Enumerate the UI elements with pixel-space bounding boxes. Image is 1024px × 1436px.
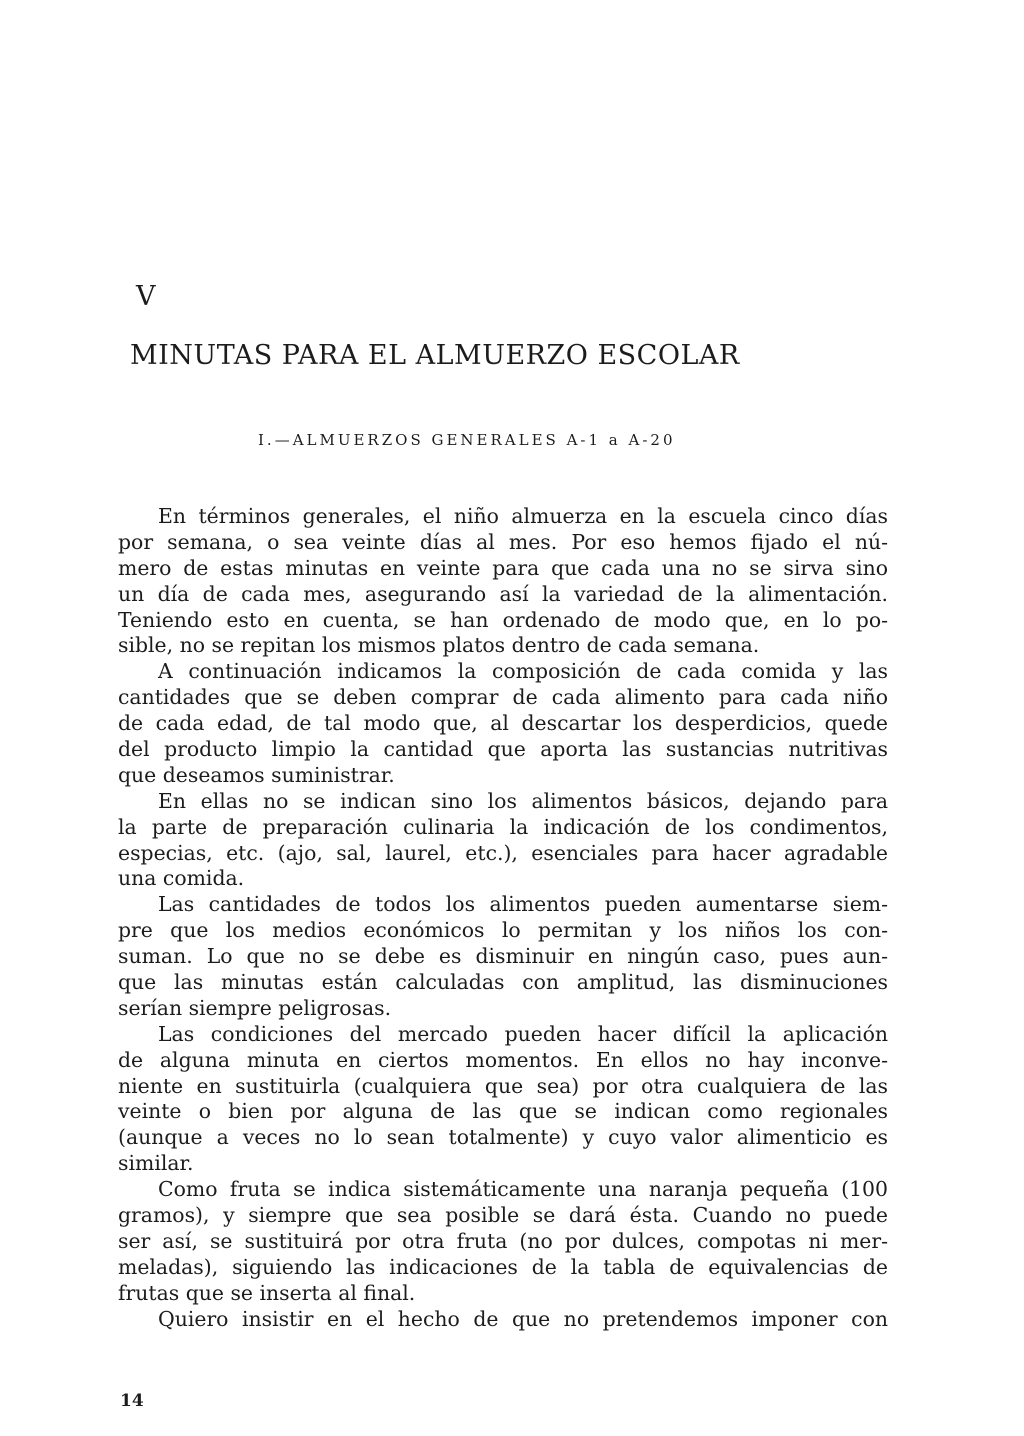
body-line: niente en sustituirla (cualquiera que sea) por otra cualquiera de las — [118, 1073, 888, 1098]
body-line: la parte de preparación culinaria la indicación de los condimentos, — [118, 814, 888, 839]
chapter-title: MINUTAS PARA EL ALMUERZO ESCOLAR — [130, 340, 740, 371]
body-line: de cada edad, de tal modo que, al descartar los desperdicios, quede — [118, 711, 888, 736]
body-line: sible, no se repitan los mismos platos dentro de cada semana. — [118, 633, 760, 658]
body-line: cantidades que se deben comprar de cada alimento para cada niño — [118, 685, 888, 710]
body-line: En términos generales, el niño almuerza en la escuela cinco días — [158, 504, 888, 528]
body-line: meladas), siguiendo las indicaciones de la tabla de equivalencias de — [118, 1254, 888, 1279]
body-line: Como fruta se indica sistemáticamente una naranja pequeña (100 — [158, 1177, 888, 1202]
section-heading: I.—ALMUERZOS GENERALES A-1 a A-20 — [258, 431, 676, 449]
chapter-number: V — [136, 281, 157, 312]
body-line: mero de estas minutas en veinte para que cada una no se sirva sino — [118, 555, 888, 580]
body-line: pre que los medios económicos lo permitan y los niños los con- — [118, 918, 888, 943]
body-line: Las condiciones del mercado pueden hacer difícil la aplicación — [158, 1021, 888, 1046]
body-line: especias, etc. (ajo, sal, laurel, etc.), esenciales para hacer agradable — [118, 840, 888, 865]
body-line: serían siempre peligrosas. — [118, 995, 392, 1020]
body-line: del producto limpio la cantidad que aporta las sustancias nutritivas — [118, 737, 888, 762]
body-line: ser así, se sustituirá por otra fruta (no por dulces, compotas ni mer- — [118, 1228, 888, 1253]
page-number: 14 — [120, 1391, 144, 1411]
body-line: frutas que se inserta al final. — [118, 1280, 416, 1305]
body-line: similar. — [118, 1151, 194, 1176]
body-line: que las minutas están calculadas con amplitud, las disminuciones — [118, 970, 888, 995]
body-text — [118, 504, 888, 1333]
body-line: que deseamos suministrar. — [118, 762, 395, 787]
body-line: A continuación indicamos la composición de cada comida y las — [158, 659, 888, 684]
body-line: veinte o bien por alguna de las que se indican como regionales — [118, 1099, 888, 1124]
body-line: una comida. — [118, 866, 245, 891]
body-line: (aunque a veces no lo sean totalmente) y cuyo valor alimenticio es — [118, 1125, 888, 1150]
body-line: gramos), y siempre que sea posible se dará ésta. Cuando no puede — [118, 1203, 888, 1228]
body-line: Las cantidades de todos los alimentos pueden aumentarse siem- — [158, 892, 888, 917]
body-line: Quiero insistir en el hecho de que no pretendemos imponer con — [158, 1306, 888, 1331]
body-line: por semana, o sea veinte días al mes. Por eso hemos fijado el nú- — [118, 529, 888, 554]
body-line: suman. Lo que no se debe es disminuir en ningún caso, pues aun- — [118, 944, 888, 969]
body-line: de alguna minuta en ciertos momentos. En ellos no hay inconve- — [118, 1047, 888, 1072]
body-line: En ellas no se indican sino los alimentos básicos, dejando para — [158, 788, 888, 813]
body-line: Teniendo esto en cuenta, se han ordenado de modo que, en lo po- — [118, 607, 888, 632]
body-line: un día de cada mes, asegurando así la variedad de la alimentación. — [118, 581, 888, 606]
